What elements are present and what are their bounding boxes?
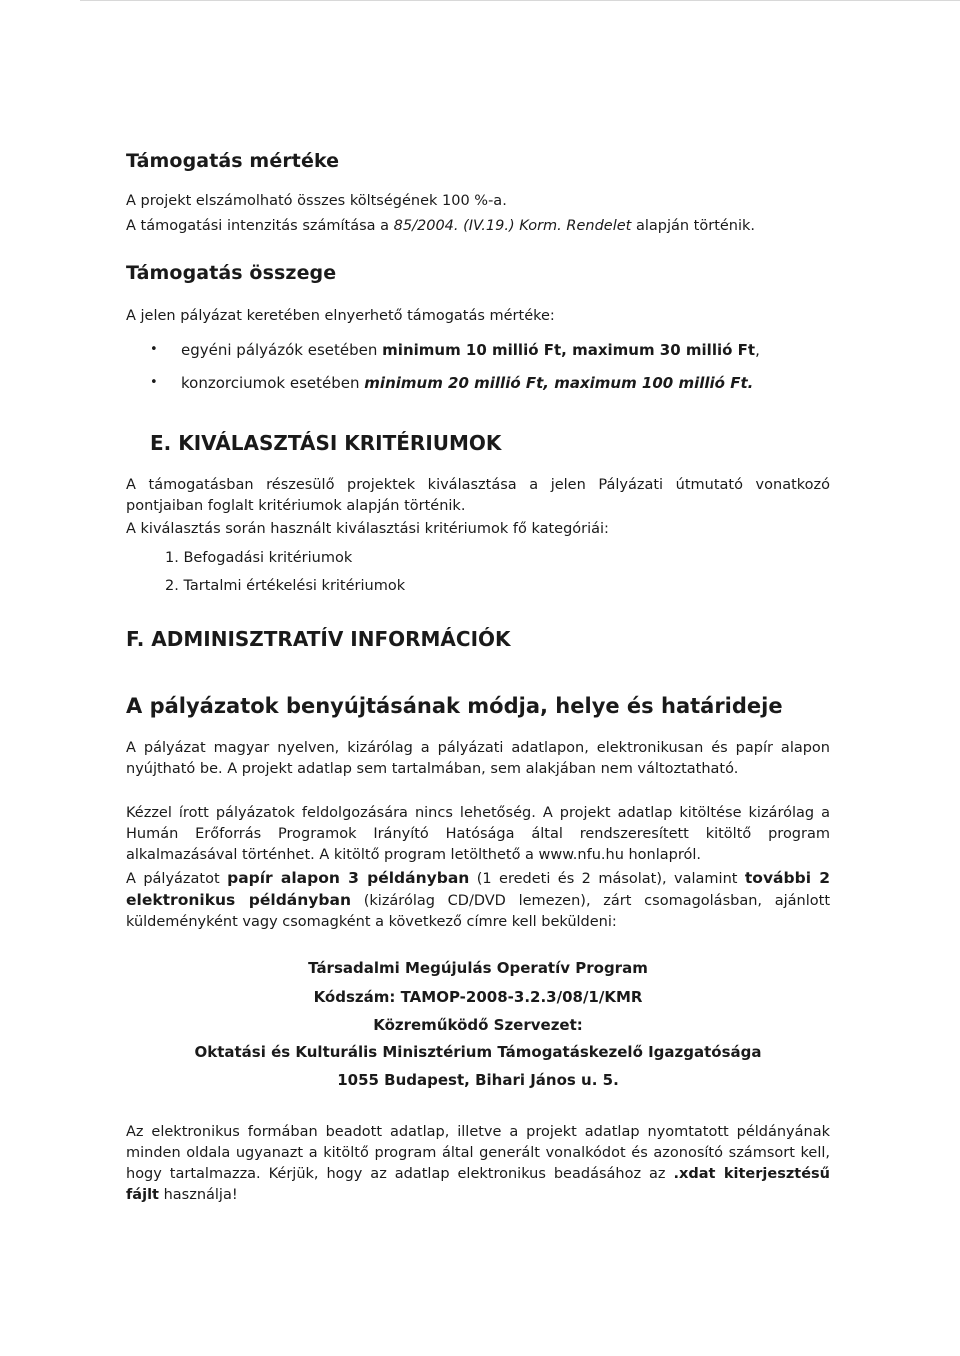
address-line: Oktatási és Kulturális Minisztérium Támogatáskezelő Igazgatósága xyxy=(194,1043,762,1061)
paragraph: A pályázatot papír alapon 3 példányban (1 eredeti és 2 másolat), valamint további 2 elektronikus példányban (kizárólag CD/DVD lemezen), zárt csomagolásban, ajánlott küldeményként vagy csomagként a következő címre kell beküldeni: xyxy=(126,869,831,930)
bullet-icon: • xyxy=(150,342,158,357)
list-item: • konzorciumok esetében minimum 20 millió Ft, maximum 100 millió Ft. xyxy=(150,374,754,392)
list-item: 1. Befogadási kritériumok xyxy=(165,550,353,566)
paragraph: A pályázat magyar nyelven, kizárólag a pályázati adatlapon, elektronikusan és papír alapon nyújtható be. A projekt adatlap sem tartalmában, sem alakjában nem változtatható. xyxy=(126,740,830,777)
list-item: 2. Tartalmi értékelési kritériumok xyxy=(165,578,406,594)
address-line: Társadalmi Megújulás Operatív Program xyxy=(308,959,648,977)
heading-e-kivalasztasi: E. KIVÁLASZTÁSI KRITÉRIUMOK xyxy=(150,431,502,455)
paragraph: Kézzel írott pályázatok feldolgozására nincs lehetőség. A projekt adatlap kitöltése kizárólag a Humán Erőforrás Programok Irányító Hatósága által rendszeresített kitöltő program alkalmazásával történhet. A kitöltő program letölthető a www.nfu.hu honlapról. xyxy=(126,805,830,863)
text-line: A projekt elszámolható összes költségének 100 %-a. xyxy=(126,193,507,209)
regulation-reference: 85/2004. (IV.19.) Korm. Rendelet xyxy=(393,218,632,234)
address-line: Közreműködő Szervezet: xyxy=(373,1016,583,1034)
heading-benyujtas: A pályázatok benyújtásának módja, helye és határideje xyxy=(126,694,783,718)
address-line: 1055 Budapest, Bihari János u. 5. xyxy=(337,1071,619,1089)
paragraph: A kiválasztás során használt kiválasztási kritériumok fő kategóriái: xyxy=(126,521,609,537)
heading-tamogatas-merteke: Támogatás mértéke xyxy=(126,150,340,172)
text-line: A támogatási intenzitás számítása a 85/2004. (IV.19.) Korm. Rendelet alapján történik. xyxy=(126,218,756,234)
list-item: • egyéni pályázók esetében minimum 10 millió Ft, maximum 30 millió Ft, xyxy=(150,341,760,359)
bullet-icon: • xyxy=(150,375,158,390)
scan-edge-line xyxy=(80,0,960,1)
heading-tamogatas-osszege: Támogatás összege xyxy=(126,262,337,284)
text-line: A jelen pályázat keretében elnyerhető támogatás mértéke: xyxy=(126,308,555,324)
paragraph: A támogatásban részesülő projektek kiválasztása a jelen Pályázati útmutató vonatkozó pontjaiban foglalt kritériumok alapján történik. xyxy=(126,477,830,514)
paragraph: Az elektronikus formában beadott adatlap, illetve a projekt adatlap nyomtatott példányának minden oldala ugyanazt a kitöltő program által generált vonalkódot és azonosító számsort kell, hogy tartalmazza. Kérjük, hogy az adatlap elektronikus beadásához az .xdat kiterjesztésű fájlt használja! xyxy=(126,1124,830,1203)
address-line: Kódszám: TAMOP-2008-3.2.3/08/1/KMR xyxy=(313,988,643,1006)
heading-f-adminisztrativ: F. ADMINISZTRATÍV INFORMÁCIÓK xyxy=(126,627,511,651)
